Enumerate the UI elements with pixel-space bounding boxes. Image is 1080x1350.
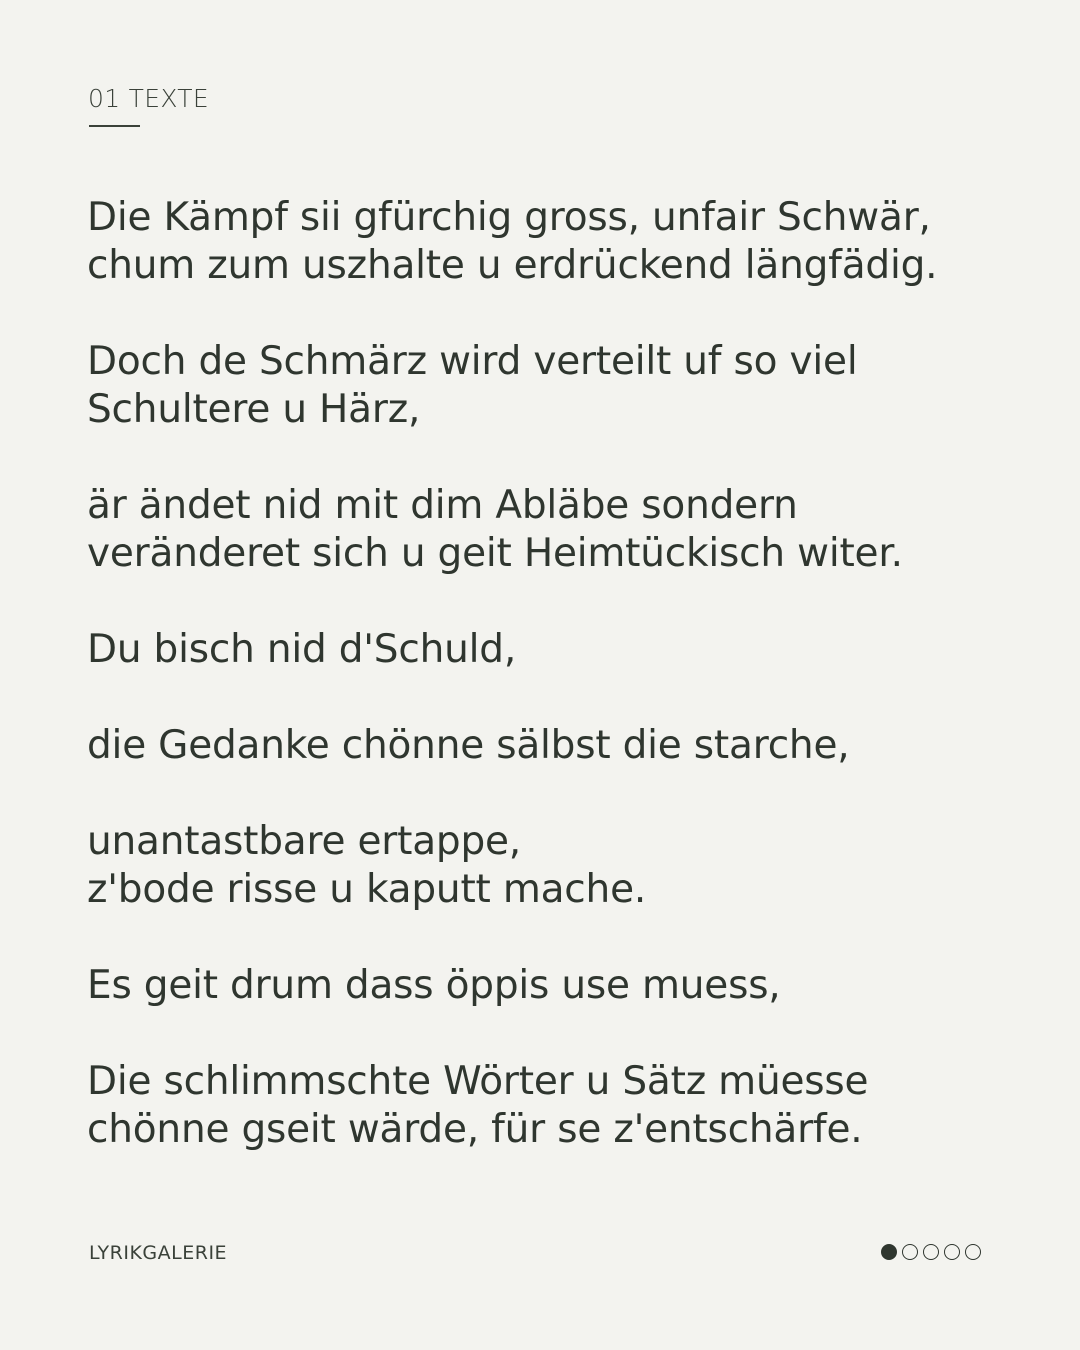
poem-line: Die schlimmschte Wörter u Sätz müesse: [87, 1059, 869, 1104]
stanza: [87, 1058, 1017, 1154]
poem-line: Es geit drum dass öppis use muess,: [87, 963, 781, 1008]
poem-line: Du bisch nid d'Schuld,: [87, 627, 517, 672]
poem-line: är ändet nid mit dim Abläbe sondern: [87, 483, 798, 528]
stanza: [87, 818, 1017, 914]
poem-line: veränderet sich u geit Heimtückisch witer.: [87, 531, 903, 576]
poem-line: Doch de Schmärz wird verteilt uf so viel: [87, 339, 858, 384]
pagination-dot-2[interactable]: [902, 1244, 918, 1260]
section-underline: [89, 125, 140, 127]
stanza: [87, 962, 1017, 1010]
pagination-dot-5[interactable]: [965, 1244, 981, 1260]
stanza: [87, 338, 1017, 434]
poem-line: Schultere u Härz,: [87, 387, 421, 432]
poem-line: z'bode risse u kaputt mache.: [87, 867, 647, 912]
stanza: [87, 722, 1017, 770]
poem-line: Die Kämpf sii gfürchig gross, unfair Schwär,: [87, 195, 931, 240]
stanza: [87, 626, 1017, 674]
pagination-dots: [881, 1244, 981, 1260]
pagination-dot-3[interactable]: [923, 1244, 939, 1260]
poem-line: chum zum uszhalte u erdrückend längfädig.: [87, 243, 938, 288]
poem-body: [87, 194, 1017, 1202]
brand-label: LYRIKGALERIE: [89, 1242, 228, 1264]
stanza: [87, 482, 1017, 578]
pagination-dot-1[interactable]: [881, 1244, 897, 1260]
pagination-dot-4[interactable]: [944, 1244, 960, 1260]
poem-line: die Gedanke chönne sälbst die starche,: [87, 723, 850, 768]
poem-line: chönne gseit wärde, für se z'entschärfe.: [87, 1107, 863, 1152]
stanza: [87, 194, 1017, 290]
poem-line: unantastbare ertappe,: [87, 819, 521, 864]
section-label: 01 TEXTE: [88, 84, 209, 113]
